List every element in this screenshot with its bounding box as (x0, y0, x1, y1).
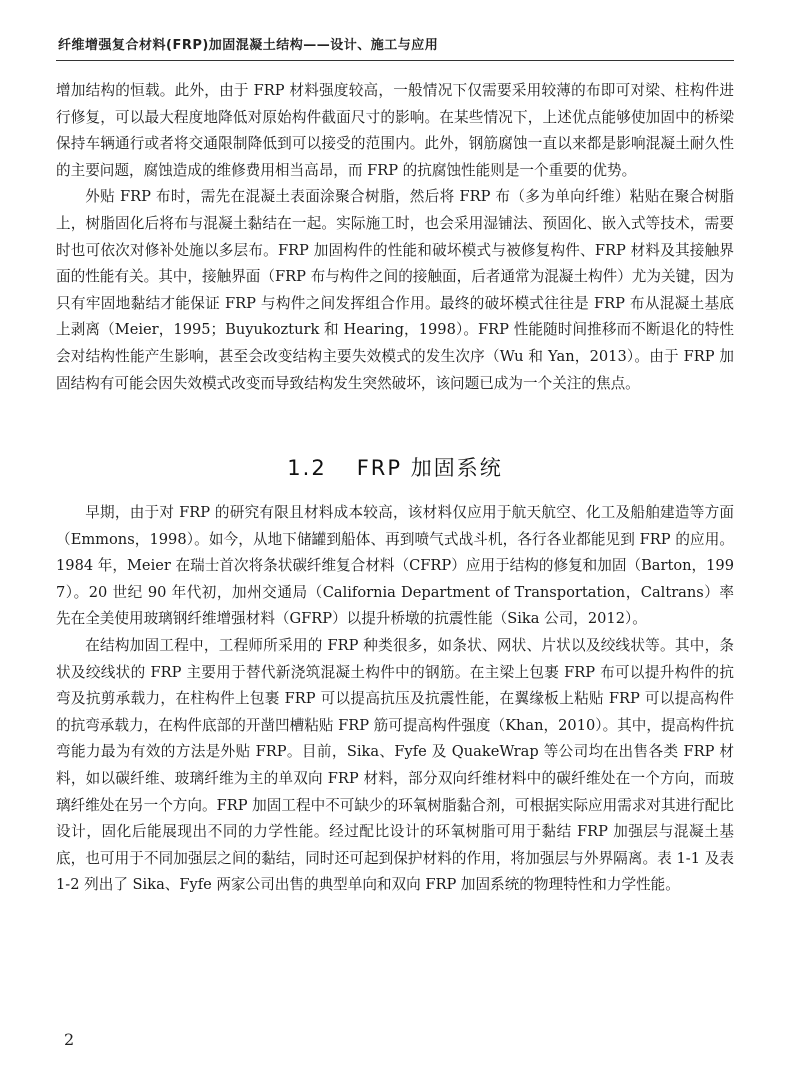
page-number: 2 (64, 1030, 75, 1049)
body-text-bottom (56, 500, 734, 899)
section-heading (0, 452, 790, 482)
running-header: 纤维增强复合材料(FRP)加固混凝土结构——设计、施工与应用 (58, 38, 439, 53)
section-title: FRP 加固系统 (356, 456, 503, 480)
paragraph: 在结构加固工程中，工程师所采用的 FRP 种类很多，如条状、网状、片状以及绞线状等。其中，条状及绞线状的 FRP 主要用于替代新浇筑混凝土构件中的钢筋。在主梁上包裹 FRP 布可以提升构件的抗弯及抗剪承载力，在柱构件上包裹 FRP 可以提高抗压及抗震性能，在翼缘板上粘贴 FRP 可以提高构件的抗弯承载力，在构件底部的开凿凹槽粘贴 FRP 筋可提高构件强度（Khan，2010）。其中，提高构件抗弯能力最为有效的方法是外贴 FRP。目前，Sika、Fyfe 及 QuakeWrap 等公司均在出售各类 FRP 材料，如以碳纤维、玻璃纤维为主的单双向 FRP 材料，部分双向纤维材料中的碳纤维处在一个方向，而玻璃纤维处在另一个方向。FRP 加固工程中不可缺少的环氧树脂黏合剂，可根据实际应用需求对其进行配比设计，固化后能展现出不同的力学性能。经过配比设计的环氧树脂可用于黏结 FRP 加强层与混凝土基底，也可用于不同加强层之间的黏结，同时还可起到保护材料的作用，将加强层与外界隔离。表 1-1 及表 1-2 列出了 Sika、Fyfe 两家公司出售的典型单向和双向 FRP 加固系统的物理特性和力学性能。 (56, 636, 734, 894)
section-number: 1.2 (287, 456, 327, 480)
body-text-top (56, 78, 734, 397)
paragraph: 增加结构的恒载。此外，由于 FRP 材料强度较高，一般情况下仅需要采用较薄的布即可对梁、柱构件进行修复，可以最大程度地降低对原始构件截面尺寸的影响。在某些情况下，上述优点能够使加固中的桥梁保持车辆通行或者将交通限制降低到可以接受的范围内。此外，钢筋腐蚀一直以来都是影响混凝土耐久性的主要问题，腐蚀造成的维修费用相当高昂，而 FRP 的抗腐蚀性能则是一个重要的优势。 (56, 82, 734, 179)
paragraph: 早期，由于对 FRP 的研究有限且材料成本较高，该材料仅应用于航天航空、化工及船舶建造等方面（Emmons，1998）。如今，从地下储罐到船体、再到喷气式战斗机，各行各业都能见到 FRP 的应用。1984 年，Meier 在瑞士首次将条状碳纤维复合材料（CFRP）应用于结构的修复和加固（Barton，1997）。20 世纪 90 年代初，加州交通局（California Department of Transportation，Caltrans）率先在全美使用玻璃钢纤维增强材料（GFRP）以提升桥墩的抗震性能（Sika 公司，2012）。 (56, 504, 734, 628)
paragraph: 外贴 FRP 布时，需先在混凝土表面涂聚合树脂，然后将 FRP 布（多为单向纤维）粘贴在聚合树脂上，树脂固化后将布与混凝土黏结在一起。实际施工时，也会采用湿铺法、预固化、嵌入式等技术，需要时也可依次对修补处施以多层布。FRP 加固构件的性能和破坏模式与被修复构件、FRP 材料及其接触界面的性能有关。其中，接触界面（FRP 布与构件之间的接触面，后者通常为混凝土构件）尤为关键，因为只有牢固地黏结才能保证 FRP 与构件之间发挥组合作用。最终的破坏模式往往是 FRP 布从混凝土基底上剥离（Meier，1995；Buyukozturk 和 Hearing，1998）。FRP 性能随时间推移而不断退化的特性会对结构性能产生影响，甚至会改变结构主要失效模式的发生次序（Wu 和 Yan，2013）。由于 FRP 加固结构有可能会因失效模式改变而导致结构发生突然破坏，该问题已成为一个关注的焦点。 (56, 188, 734, 392)
header-divider (56, 60, 734, 61)
